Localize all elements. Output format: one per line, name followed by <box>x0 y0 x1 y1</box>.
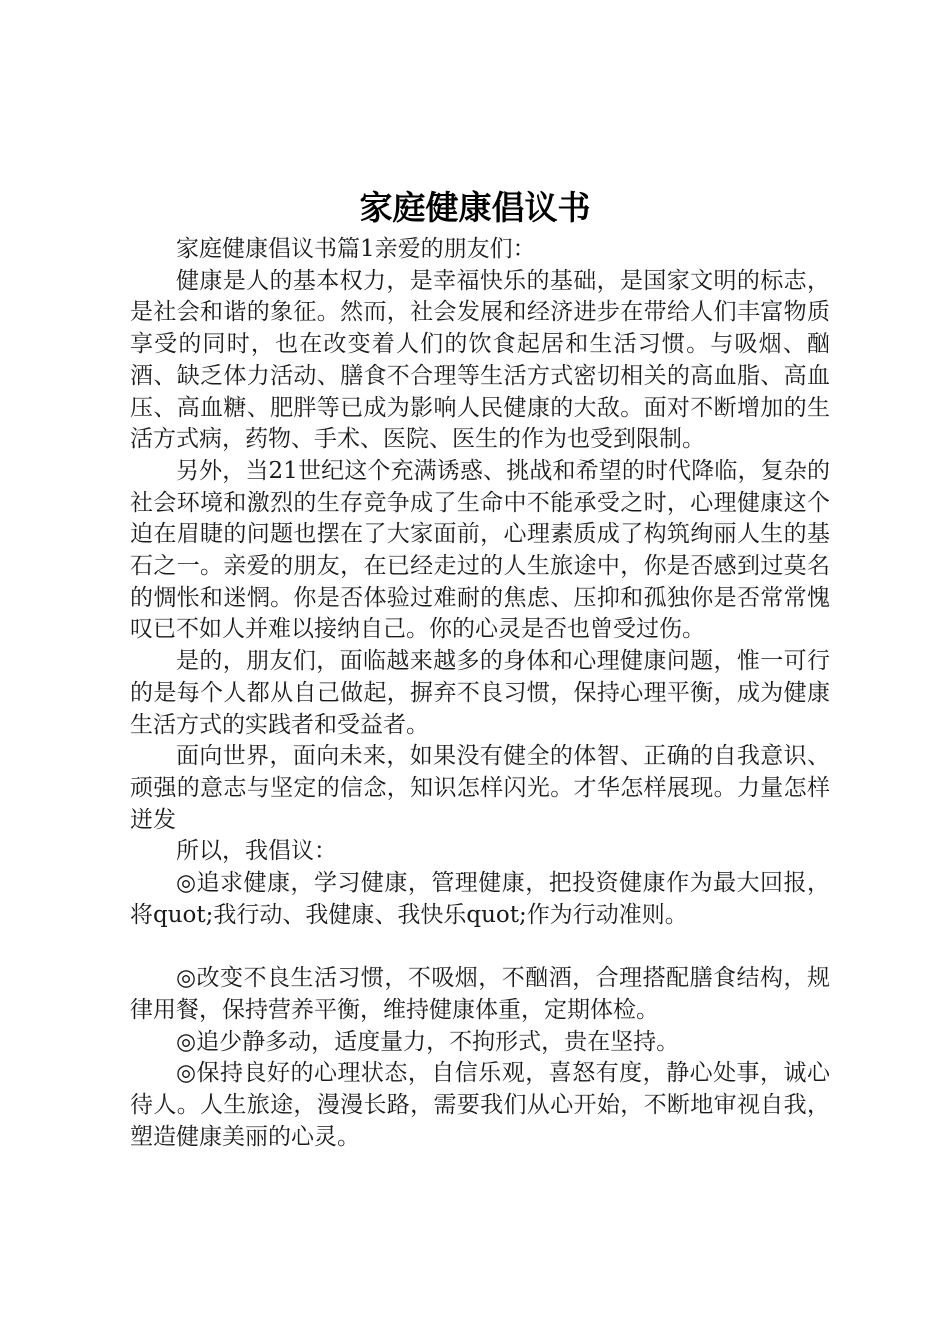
document-title: 家庭健康倡议书 <box>359 188 591 227</box>
proposal-item: ◎改变不良生活习惯，不吸烟，不酗酒，合理搭配膳食结构，规律用餐，保持营养平衡，维持健康体重，定期体检。 <box>130 965 830 1023</box>
blank-line <box>130 931 830 963</box>
body-paragraph: 是的，朋友们，面临越来越多的身体和心理健康问题，惟一可行的是每个人都从自己做起，摒弃不良习惯，保持心理平衡，成为健康生活方式的实践者和受益者。 <box>130 648 830 738</box>
body-paragraph: 面向世界，面向未来，如果没有健全的体智、正确的自我意识、顽强的意志与坚定的信念，知识怎样闪光。才华怎样展现。力量怎样迸发 <box>130 743 830 833</box>
proposal-item: ◎追少静多动，适度量力，不拘形式，贵在坚持。 <box>176 1028 680 1055</box>
body-paragraph: 另外，当21世纪这个充满诱惑、挑战和希望的时代降临，复杂的社会环境和激烈的生存竞争成了生命中不能承受之时，心理健康这个迫在眉睫的问题也摆在了大家面前，心理素质成了构筑绚丽人生的基石之一。亲爱的朋友，在已经走过的人生旅途中，你是否感到过莫名的惆怅和迷惘。你是否体验过难耐的焦虑、压抑和孤独你是否常常愧叹已不如人并难以接纳自己。你的心灵是否也曾受过伤。 <box>130 457 830 643</box>
body-paragraph: 健康是人的基本权力，是幸福快乐的基础，是国家文明的标志，是社会和谐的象征。然而，社会发展和经济进步在带给人们丰富物质享受的同时，也在改变着人们的饮食起居和生活习惯。与吸烟、酗酒、缺乏体力活动、膳食不合理等生活方式密切相关的高血脂、高血压、高血糖、肥胖等已成为影响人民健康的大敌。面对不断增加的生活方式病，药物、手术、医院、医生的作为也受到限制。 <box>130 267 830 453</box>
proposal-intro: 所以，我倡议： <box>176 838 337 865</box>
proposal-item: ◎保持良好的心理状态，自信乐观，喜怒有度，静心处事，诚心待人。人生旅途，漫漫长路，需要我们从心开始，不断地审视自我，塑造健康美丽的心灵。 <box>130 1060 830 1150</box>
proposal-item: ◎追求健康，学习健康，管理健康，把投资健康作为最大回报，将quot;我行动、我健康、我快乐quot;作为行动准则。 <box>130 870 830 928</box>
salutation-paragraph: 家庭健康倡议书篇1亲爱的朋友们： <box>176 236 536 262</box>
document-body <box>130 234 830 1153</box>
